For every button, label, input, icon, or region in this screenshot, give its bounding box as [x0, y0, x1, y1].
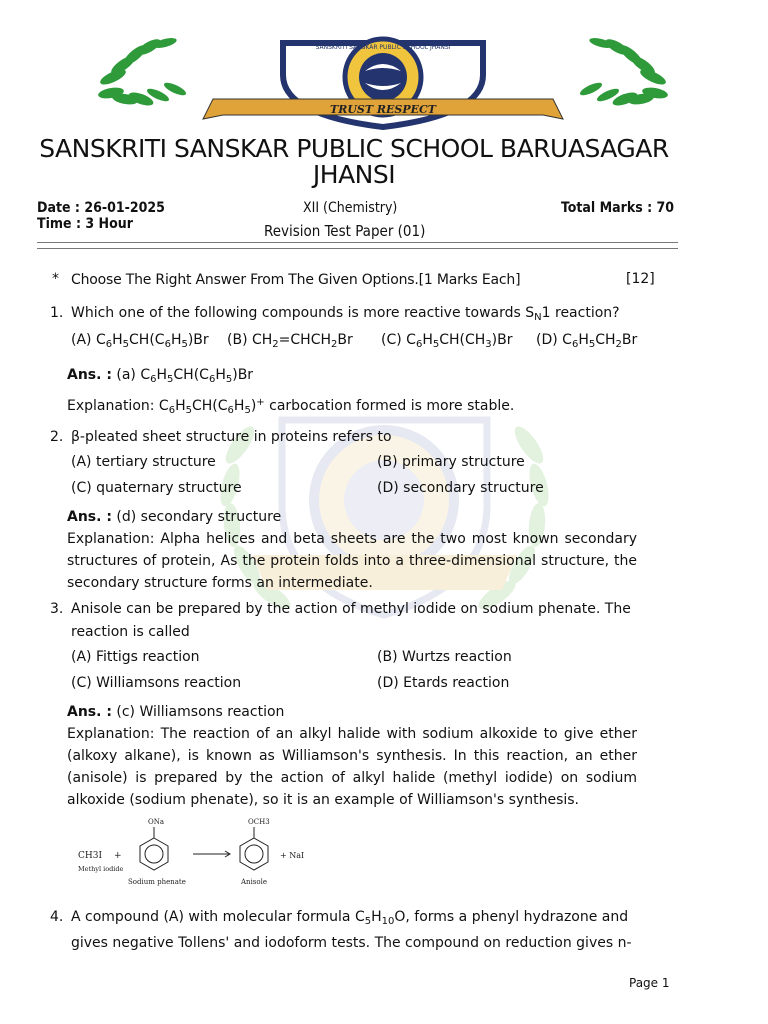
- compound1-name: Sodium phenate: [128, 878, 186, 886]
- q3-option-a: (A) Fittigs reaction: [71, 649, 200, 665]
- q2-explanation: [67, 528, 637, 594]
- q2-explanation-line: secondary structure forms an intermediate.: [67, 575, 373, 591]
- section-instruction: Choose The Right Answer From The Given Options.[1 Marks Each]: [71, 272, 521, 288]
- q1-option-a: (A) $C_6H_5CH(C_6H_5)Br$: [71, 332, 209, 350]
- logo-ring-text: SANSKRITI SANSKAR PUBLIC SCHOOL JHANSI: [315, 44, 451, 51]
- right-laurel-icon: [578, 36, 668, 108]
- header-divider-bottom: [37, 248, 678, 249]
- byproduct-label: + NaI: [280, 851, 305, 860]
- total-marks: Total Marks : 70: [561, 200, 675, 216]
- benzene-ring-icon: [240, 838, 268, 870]
- school-name: [0, 136, 708, 188]
- header-divider-top: [37, 242, 678, 243]
- benzene-ring-icon: [140, 838, 168, 870]
- q3-explanation-line: alkoxide (sodium phenate), so it is an example of Williamson's synthesis.: [67, 792, 580, 808]
- q2-option-a: (A) tertiary structure: [71, 454, 216, 470]
- q2-explanation-line: Explanation: Alpha helices and beta sheets are the two most known secondary: [67, 531, 637, 547]
- q4-text-part: A compound (A) with molecular formula C: [71, 909, 365, 925]
- q1-text-part: 1 reaction?: [541, 305, 620, 321]
- section-bullet: *: [52, 271, 59, 287]
- q2-option-d: (D) secondary structure: [377, 480, 544, 496]
- q3-answer-value: (c) Williamsons reaction: [116, 704, 285, 720]
- q1-text: [71, 302, 620, 325]
- q1-explanation: Explanation: $C_6H_5CH(C_6H_5)^+$ carbocation formed is more stable.: [67, 397, 515, 416]
- school-name-line2: JHANSI: [312, 160, 396, 189]
- q3-option-c: (C) Williamsons reaction: [71, 675, 242, 691]
- q3-explanation-line: (anisole) is prepared by the action of alkyl halide (methyl iodide) on sodium: [67, 770, 637, 786]
- q4-text-line1: A compound (A) with molecular formula $C_5H_{10}O$, forms a phenyl hydrazone and: [71, 909, 629, 927]
- q4-text-part: O, forms a phenyl hydrazone and: [394, 909, 629, 925]
- q3-explanation-line: (alkoxy alkane), is known as Williamson's synthesis. In this reaction, an ether: [67, 748, 637, 764]
- page-number: Page 1: [629, 976, 670, 990]
- reaction-scheme: [76, 814, 306, 894]
- q2-explanation-line: structures of protein, As the protein folds into a three-dimensional structure, the: [67, 553, 637, 569]
- q2-option-c: (C) quaternary structure: [71, 480, 242, 496]
- q1-explanation-text: carbocation formed is more stable.: [269, 398, 515, 414]
- section-marks: [12]: [626, 271, 655, 287]
- ans-label: Ans. :: [67, 704, 112, 720]
- q3-option-b: (B) Wurtzs reaction: [377, 649, 512, 665]
- logo-ribbon-text: TRUST RESPECT: [330, 103, 436, 116]
- plus-sign: +: [114, 851, 122, 861]
- q3-answer: [67, 701, 284, 724]
- q3-text: [71, 598, 631, 644]
- class-subject: XII (Chemistry): [303, 200, 398, 216]
- reagent1-label: CH3I: [78, 851, 103, 861]
- benzene-ring-icon: [145, 845, 163, 863]
- exam-date: Date : 26-01-2025: [37, 200, 165, 216]
- q1-text-part: Which one of the following compounds is more reactive towards S: [71, 305, 535, 321]
- school-logo: [93, 35, 673, 130]
- q4-number: 4.: [50, 909, 64, 925]
- benzene-ring-icon: [245, 845, 263, 863]
- q2-text: β-pleated sheet structure in proteins refers to: [71, 429, 392, 445]
- left-laurel-icon: [97, 36, 187, 108]
- substituent2-label: OCH3: [248, 818, 270, 826]
- q2-number: 2.: [50, 429, 64, 445]
- q3-number: 3.: [50, 601, 64, 617]
- q2-option-b: (B) primary structure: [377, 454, 525, 470]
- exam-time: Time : 3 Hour: [37, 216, 133, 232]
- q3-explanation: [67, 723, 637, 811]
- compound2-name: Anisole: [241, 878, 267, 886]
- q1-option-d: (D) $C_6H_5CH_2Br$: [536, 332, 638, 350]
- q1-option-b: (B) $CH_2=CHCH_2Br$: [227, 332, 353, 350]
- q3-explanation-line: Explanation: The reaction of an alkyl halide with sodium alkoxide to give ether: [67, 726, 637, 742]
- q1-explanation-label: Explanation:: [67, 398, 155, 414]
- reagent1-name: Methyl iodide: [78, 865, 124, 873]
- substituent1-label: ONa: [148, 818, 165, 826]
- school-name-line1: SANSKRITI SANSKAR PUBLIC SCHOOL BARUASAGAR: [39, 134, 669, 163]
- ans-label: Ans. :: [67, 367, 112, 383]
- q3-text-line: Anisole can be prepared by the action of methyl iodide on sodium phenate. The: [71, 601, 631, 617]
- q2-answer-value: (d) secondary structure: [116, 509, 282, 525]
- q3-text-line: reaction is called: [71, 624, 190, 640]
- paper-title: Revision Test Paper (01): [264, 222, 426, 240]
- q1-number: 1.: [50, 305, 64, 321]
- q3-option-d: (D) Etards reaction: [377, 675, 510, 691]
- q1-option-c: (C) $C_6H_5CH(CH_3)Br$: [381, 332, 513, 350]
- q2-answer: [67, 506, 281, 529]
- q1-text-sub: N: [534, 312, 542, 323]
- q1-answer: Ans. : (a) $C_6H_5CH(C_6H_5)Br$: [67, 367, 254, 385]
- q4-text-line2: gives negative Tollens' and iodoform tests. The compound on reduction gives n-: [71, 935, 632, 951]
- ans-label: Ans. :: [67, 509, 112, 525]
